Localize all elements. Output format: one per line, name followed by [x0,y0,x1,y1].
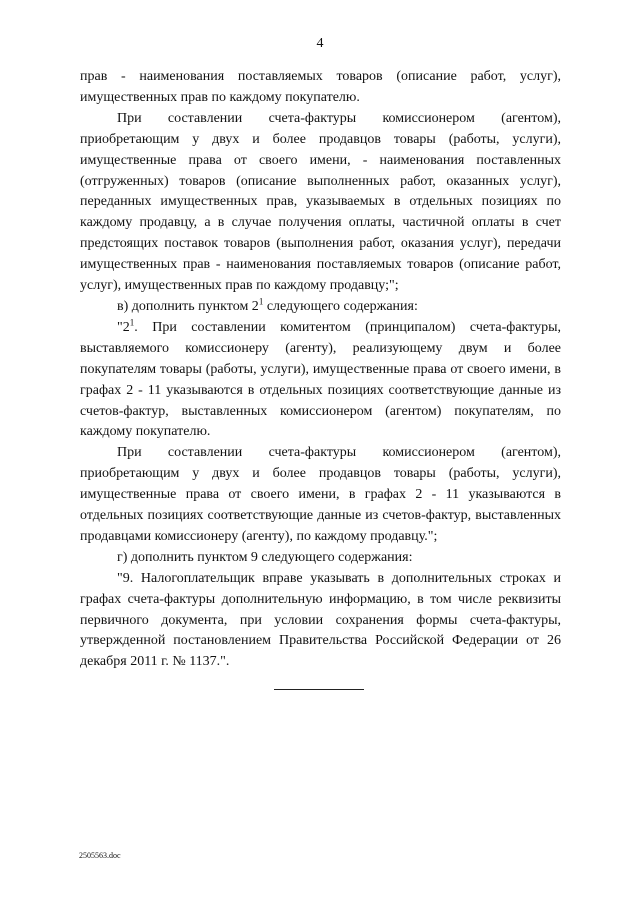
amendment-v-text-after: следующего содержания: [263,298,418,314]
document-code: 2505563.doc [79,851,121,860]
paragraph-amendment-g: г) дополнить пунктом 9 следующего содержания: [117,549,413,565]
page-number: 4 [316,36,324,51]
paragraph-agent-invoice-sellers: При составлении счета-фактуры комиссионером (агентом), приобретающим у двух и более продавцов товары (работы, услуги), имущественные права от своего имени, в графах 2 - 11 указываются в отдельных позициях соответствующие данные из счетов-фактур, выставленных продавцами комиссионеру (агенту), по каждому продавцу."; [80,445,561,544]
document-body [80,67,561,673]
amendment-v-text-before: в) дополнить пунктом 2 [117,298,259,314]
paragraph-clause-9: "9. Налогоплательщик вправе указывать в дополнительных строках и графах счета-фактуры дополнительную информацию, в том числе реквизиты первичного документа, при условии сохранения формы счета-фактуры, утвержденной постановлением Правительства Российской Федерации от 26 декабря 2011 г. № 1137.". [80,570,561,670]
amendment-v-superscript: 1 [258,296,264,307]
clause-2-1-text-before: "2 [117,319,130,335]
paragraph-continuation: прав - наименования поставляемых товаров (описание работ, услуг), имущественных прав по каждому покупателю. [80,69,561,105]
paragraph-clause-2-1 [80,318,561,443]
clause-2-1-text-after: . При составлении комитентом (принципалом) счета-фактуры, выставляемого комиссионеру (агенту), реализующему двум и более покупателям товары (работы, услуги), имущественные права от своего имени, в графах 2 - 11 указываются в отдельных позициях соответствующие данные из счетов-фактур, выставленных комиссионером (агентом) покупателям, по каждому покупателю. [80,319,561,440]
paragraph-amendment-v [80,297,561,318]
clause-2-1-superscript: 1 [129,317,135,328]
closing-rule [274,689,364,690]
paragraph-agent-invoice-purchase: При составлении счета-фактуры комиссионером (агентом), приобретающим у двух и более продавцов товары (работы, услуги), имущественные права от своего имени, - наименования поставленных (отгруженных) товаров (описание выполненных работ, оказанных услуг), переданных имущественных прав, указываемых в отдельных позициях по каждому продавцу, а в случае получения оплаты, частичной оплаты в счет предстоящих поставок товаров (выполнения работ, оказания услуг), передачи имущественных прав - наименования поставляемых товаров (описание работ, услуг), имущественных прав по каждому продавцу;"; [80,110,561,294]
